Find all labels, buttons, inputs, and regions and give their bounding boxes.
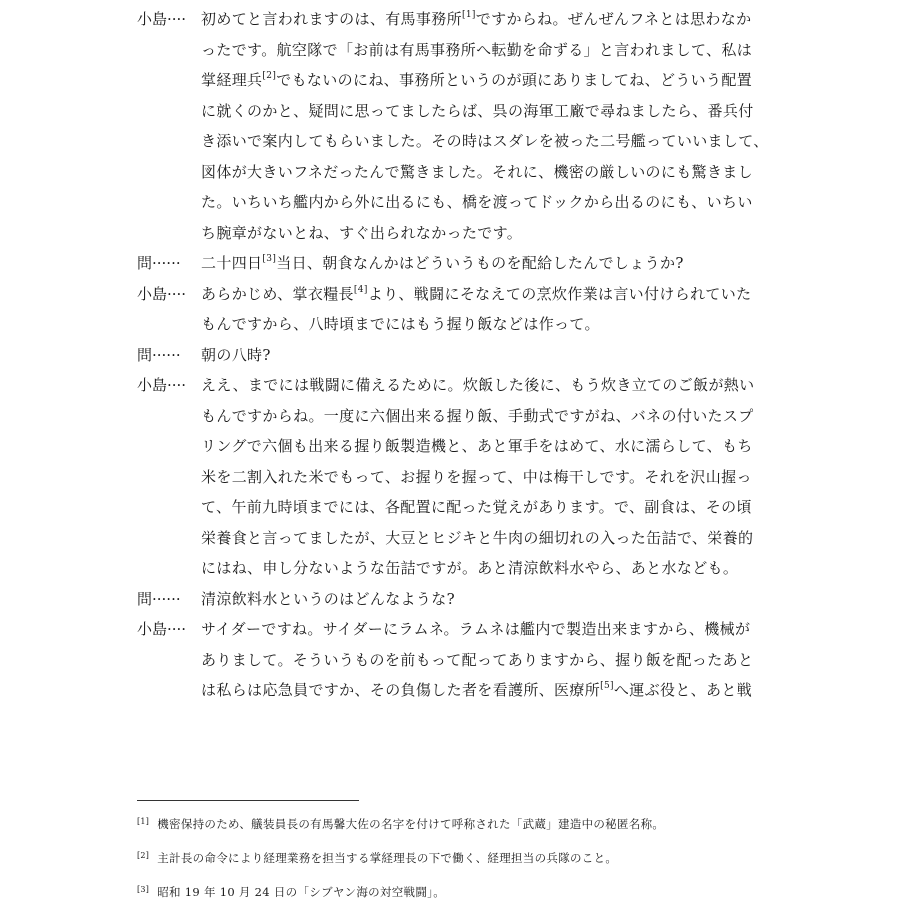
text-line (201, 340, 807, 371)
transcript-entry (137, 4, 807, 248)
transcript-entry (137, 279, 807, 340)
speech-text (201, 614, 807, 706)
footnotes (137, 816, 817, 918)
speech-text (201, 584, 807, 615)
footnote (137, 884, 817, 900)
text-line (201, 309, 807, 340)
text-segment: 掌経理兵 (201, 71, 263, 89)
text-line (201, 370, 807, 401)
footnote-mark: [2] (137, 851, 150, 860)
text-segment: ですからね。ぜんぜんフネとは思わなか (475, 10, 752, 28)
text-segment: ありまして。そういうものを前もって配ってありますから、握り飯を配ったあと (201, 650, 754, 669)
text-line (201, 65, 807, 96)
text-line (201, 35, 807, 66)
text-segment: リングで六個も出来る握り飯製造機と、あと軍手をはめて、水に濡らして、もち (201, 437, 753, 455)
text-segment: ええ、までには戦闘に備えるために。炊飯した後に、もう炊き立てのご飯が熱い (201, 376, 755, 394)
text-segment: あらかじめ、掌衣糧長 (201, 284, 354, 303)
transcript-entry (137, 248, 807, 279)
speech-text (201, 4, 807, 248)
text-segment: サイダーですね。サイダーにラムネ。ラムネは艦内で製造出来ますから、機械が (201, 620, 751, 638)
footnote-reference[interactable]: [1] (461, 10, 476, 20)
speaker-label: 問······ (137, 589, 181, 608)
speech-text (201, 279, 807, 340)
footnote-reference[interactable]: [4] (353, 284, 368, 295)
text-line (201, 584, 807, 615)
text-segment: 清涼飲料水というのはどんなような? (201, 589, 455, 608)
text-segment: 栄養食と言ってましたが、大豆とヒジキと牛肉の細切れの入った缶詰で、栄養的 (201, 528, 754, 547)
text-line (201, 675, 807, 706)
text-segment: にはね、申し分ないような缶詰ですが。あと清涼飲料水やら、あと水なども。 (201, 559, 739, 577)
text-segment: ったです。航空隊で「お前は有馬事務所へ転勤を命ずる」と言われまして、私は (201, 40, 753, 59)
speech-text (201, 340, 807, 371)
footnote-reference[interactable]: [5] (600, 681, 614, 691)
text-segment: た。いちいち艦内から外に出るにも、橋を渡ってドックから出るのにも、いちい (201, 193, 753, 211)
text-line (201, 462, 807, 493)
text-line (201, 492, 807, 523)
text-segment: ち腕章がないとね、すぐ出られなかったです。 (201, 223, 523, 242)
speaker-label: 問······ (137, 345, 181, 364)
text-line (201, 614, 807, 645)
text-line (201, 126, 807, 157)
footnote-reference[interactable]: [2] (262, 71, 277, 81)
footnote-text: 主計長の命令により経理業務を担当する掌経理長の下で働く、経理担当の兵隊のこと。 (157, 851, 618, 865)
text-line (201, 431, 807, 462)
speaker-label: 小島···· (137, 620, 187, 638)
transcript-entry (137, 340, 807, 371)
text-line (201, 523, 807, 554)
speech-text (201, 248, 807, 279)
footnote-text: 昭和 19 年 10 月 24 日の「シブヤン海の対空戦闘」。 (157, 885, 445, 899)
text-segment: 朝の八時? (201, 345, 271, 364)
footnote-text: 機密保持のため、艤装員長の有馬馨大佐の名字を付けて呼称された「武蔵」建造中の秘匿名称。 (157, 817, 665, 831)
text-line (201, 157, 807, 188)
text-line (201, 645, 807, 676)
speech-text (201, 370, 807, 584)
text-line (201, 279, 807, 310)
text-line (201, 187, 807, 218)
text-line (201, 401, 807, 432)
text-line (201, 248, 807, 279)
text-line (201, 96, 807, 127)
text-segment: き添いで案内してもらいました。その時はスダレを被った二号艦っていいまして、 (201, 132, 769, 150)
footnote (137, 850, 817, 866)
speaker-label: 問······ (137, 254, 181, 272)
text-segment: へ運ぶ役と、あと戦 (613, 681, 753, 699)
footnote-mark: [3] (137, 885, 150, 894)
transcript-entry (137, 584, 807, 615)
text-segment: でもないのにね、事務所というのが頭にありましてね、どういう配置 (276, 71, 753, 89)
text-segment: より、戦闘にそなえての烹炊作業は言い付けられていた (367, 284, 752, 303)
text-segment: に就くのかと、疑問に思ってましたらば、呉の海軍工廠で尋ねましたら、番兵付 (201, 101, 754, 120)
footnote-reference[interactable]: [3] (262, 254, 277, 264)
text-segment: て、午前九時頃までには、各配置に配った覚えがあります。で、副食は、その頃 (201, 498, 752, 516)
text-segment: 当日、朝食なんかはどういうものを配給したんでしょうか? (276, 254, 684, 272)
interview-transcript (137, 4, 807, 706)
text-segment: は私らは応急員ですか、その負傷した者を看護所、医療所 (201, 681, 601, 699)
text-line (201, 553, 807, 584)
text-segment: 二十四日 (201, 254, 263, 272)
footnote (137, 816, 817, 832)
text-segment: もんですからね。一度に六個出来る握り飯、手動式ですがね、バネの付いたスプ (201, 406, 754, 425)
text-segment: 初めてと言われますのは、有馬事務所 (201, 10, 462, 28)
text-segment: 米を二割入れた米でもって、お握りを握って、中は梅干しです。それを沢山握っ (201, 467, 752, 486)
transcript-entry (137, 614, 807, 706)
speaker-label: 小島···· (137, 376, 187, 394)
text-line (201, 4, 807, 35)
footnote-divider (137, 800, 359, 801)
speaker-label: 小島···· (137, 10, 187, 28)
speaker-label: 小島···· (137, 284, 187, 303)
transcript-entry (137, 370, 807, 584)
text-line (201, 218, 807, 249)
text-segment: 図体が大きいフネだったんで驚きました。それに、機密の厳しいのにも驚きまし (201, 162, 754, 181)
text-segment: もんですから、八時頃までにはもう握り飯などは作って。 (201, 315, 600, 333)
footnote-mark: [1] (137, 817, 150, 826)
